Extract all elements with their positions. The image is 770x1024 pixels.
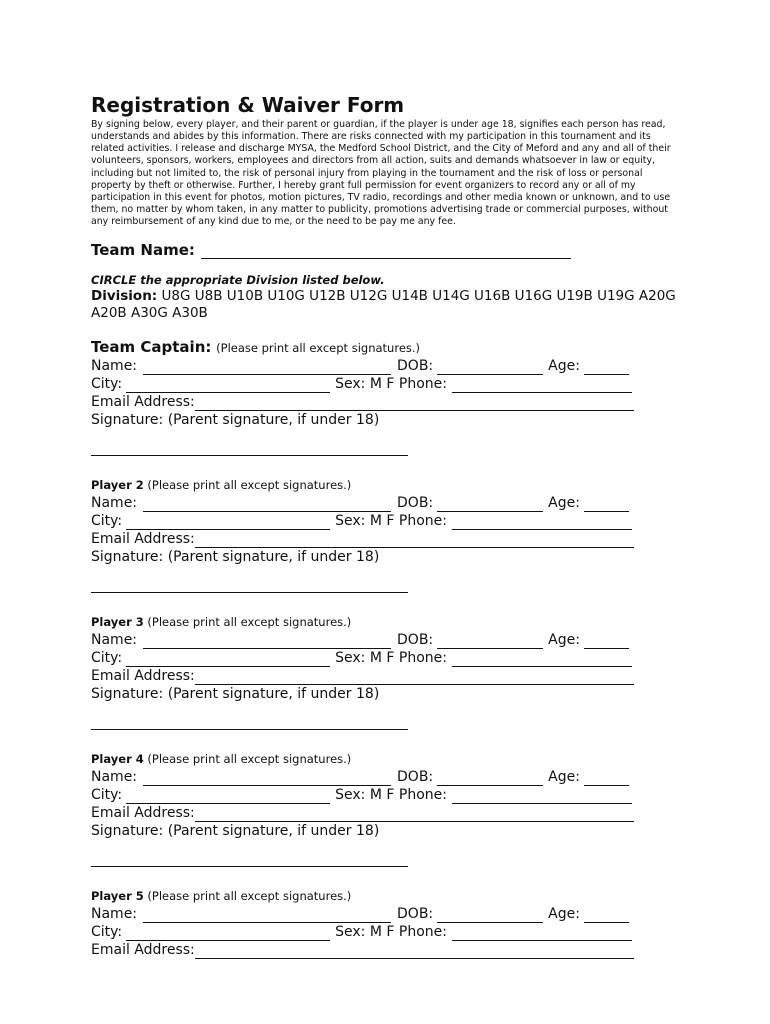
waiver-text: By signing below, every player, and their parent or guardian, if the player is under age 18, signifies each person has read, understands and abides by this information. There are risks connected with my participation in this tournament and its related activities. I release and discharge MYSA, the Medford School District, and the City of Meford and any and all of their volunteers, sponsors, workers, employees and directors from all action, suits and demands whatsoever in law or equity, including but not limited to, the risk of personal injury from playing in the tournament and the risk of loss or personal property by theft or otherwise. Further, I hereby grant full permission for event organizers to record any or all of my participation in this event for photos, motion pictures, TV radio, recordings and other media known or unknown, and to use them, no matter by whom taken, in any matter to publicity, promotions advertising trade or commercial purposes, without any reimbursement of any kind due to me, or the need to be pay me any fee. [91, 119, 671, 228]
division-row [91, 288, 691, 322]
email-field[interactable] [195, 807, 634, 822]
city-label: City: [91, 650, 123, 667]
name-row [91, 494, 691, 512]
city-row [91, 649, 691, 667]
city-label: City: [91, 924, 123, 941]
age-field[interactable] [584, 360, 629, 375]
section-heading [91, 887, 691, 905]
dob-field[interactable] [437, 908, 543, 923]
signature-row [91, 685, 691, 703]
name-label: Name: [91, 632, 138, 649]
signature-label: Signature: (Parent signature, if under 18) [91, 686, 380, 703]
city-field[interactable] [126, 652, 330, 667]
email-row [91, 393, 691, 411]
signature-field[interactable] [91, 591, 408, 593]
name-field[interactable] [143, 908, 391, 923]
section-title: Player 5 [91, 889, 144, 904]
section-heading [91, 338, 691, 357]
email-row [91, 941, 691, 959]
dob-label: DOB: [397, 906, 434, 923]
phone-field[interactable] [452, 652, 632, 667]
section-heading [91, 750, 691, 768]
section-title: Player 2 [91, 478, 144, 493]
sex-phone-label: Sex: M F Phone: [335, 650, 447, 667]
signature-field[interactable] [91, 454, 408, 456]
name-field[interactable] [143, 634, 391, 649]
section-title: Player 4 [91, 752, 144, 767]
age-field[interactable] [584, 634, 629, 649]
player-2-section [91, 476, 691, 593]
team-name-label: Team Name: [91, 241, 195, 260]
phone-field[interactable] [452, 515, 632, 530]
name-row [91, 357, 691, 375]
form-title: Registration & Waiver Form [91, 93, 405, 117]
name-row [91, 905, 691, 923]
name-row [91, 768, 691, 786]
section-title: Team Captain: [91, 338, 212, 357]
dob-field[interactable] [437, 360, 543, 375]
city-field[interactable] [126, 926, 330, 941]
dob-label: DOB: [397, 358, 434, 375]
sex-phone-label: Sex: M F Phone: [335, 376, 447, 393]
print-note: (Please print all except signatures.) [147, 615, 352, 630]
player-3-section [91, 613, 691, 730]
print-note: (Please print all except signatures.) [216, 341, 421, 356]
signature-row [91, 822, 691, 840]
age-label: Age: [548, 495, 580, 512]
city-label: City: [91, 513, 123, 530]
city-row [91, 512, 691, 530]
name-field[interactable] [143, 360, 391, 375]
section-heading [91, 613, 691, 631]
name-label: Name: [91, 906, 138, 923]
section-title: Player 3 [91, 615, 144, 630]
sex-phone-label: Sex: M F Phone: [335, 787, 447, 804]
signature-field[interactable] [91, 865, 408, 867]
team-name-row [91, 241, 691, 259]
print-note: (Please print all except signatures.) [147, 889, 352, 904]
sex-phone-label: Sex: M F Phone: [335, 924, 447, 941]
dob-label: DOB: [397, 632, 434, 649]
dob-label: DOB: [397, 769, 434, 786]
division-instruction: CIRCLE the appropriate Division listed below. [91, 273, 385, 288]
dob-field[interactable] [437, 497, 543, 512]
signature-row [91, 548, 691, 566]
age-label: Age: [548, 632, 580, 649]
sex-phone-label: Sex: M F Phone: [335, 513, 447, 530]
city-row [91, 786, 691, 804]
signature-field[interactable] [91, 728, 408, 730]
phone-field[interactable] [452, 378, 632, 393]
player-5-section [91, 887, 691, 959]
signature-row [91, 411, 691, 429]
email-row [91, 530, 691, 548]
email-label: Email Address: [91, 805, 195, 822]
email-field[interactable] [195, 944, 634, 959]
phone-field[interactable] [452, 926, 632, 941]
dob-field[interactable] [437, 771, 543, 786]
print-note: (Please print all except signatures.) [147, 752, 352, 767]
email-row [91, 667, 691, 685]
city-field[interactable] [126, 515, 330, 530]
signature-label: Signature: (Parent signature, if under 18) [91, 549, 380, 566]
city-label: City: [91, 787, 123, 804]
name-label: Name: [91, 495, 138, 512]
email-label: Email Address: [91, 942, 195, 959]
name-field[interactable] [143, 771, 391, 786]
age-field[interactable] [584, 497, 629, 512]
email-label: Email Address: [91, 394, 195, 411]
age-label: Age: [548, 769, 580, 786]
email-field[interactable] [195, 396, 634, 411]
player-4-section [91, 750, 691, 867]
signature-label: Signature: (Parent signature, if under 18) [91, 823, 380, 840]
email-row [91, 804, 691, 822]
city-field[interactable] [126, 789, 330, 804]
age-label: Age: [548, 358, 580, 375]
dob-label: DOB: [397, 495, 434, 512]
signature-label: Signature: (Parent signature, if under 18) [91, 412, 380, 429]
city-row [91, 375, 691, 393]
team-captain-section [91, 338, 691, 456]
waiver-form [91, 93, 691, 959]
name-row [91, 631, 691, 649]
email-field[interactable] [195, 670, 634, 685]
email-label: Email Address: [91, 531, 195, 548]
phone-field[interactable] [452, 789, 632, 804]
name-field[interactable] [143, 497, 391, 512]
print-note: (Please print all except signatures.) [147, 478, 352, 493]
age-field[interactable] [584, 771, 629, 786]
city-row [91, 923, 691, 941]
dob-field[interactable] [437, 634, 543, 649]
section-heading [91, 476, 691, 494]
age-label: Age: [548, 906, 580, 923]
name-label: Name: [91, 769, 138, 786]
city-field[interactable] [126, 378, 330, 393]
team-name-field[interactable] [201, 244, 571, 259]
division-label: Division: [91, 288, 158, 305]
email-label: Email Address: [91, 668, 195, 685]
name-label: Name: [91, 358, 138, 375]
age-field[interactable] [584, 908, 629, 923]
city-label: City: [91, 376, 123, 393]
division-options[interactable]: U8G U8B U10B U10G U12B U12G U14B U14G U16B U16G U19B U19G A20G A20B A30G A30B [91, 288, 676, 322]
email-field[interactable] [195, 533, 634, 548]
